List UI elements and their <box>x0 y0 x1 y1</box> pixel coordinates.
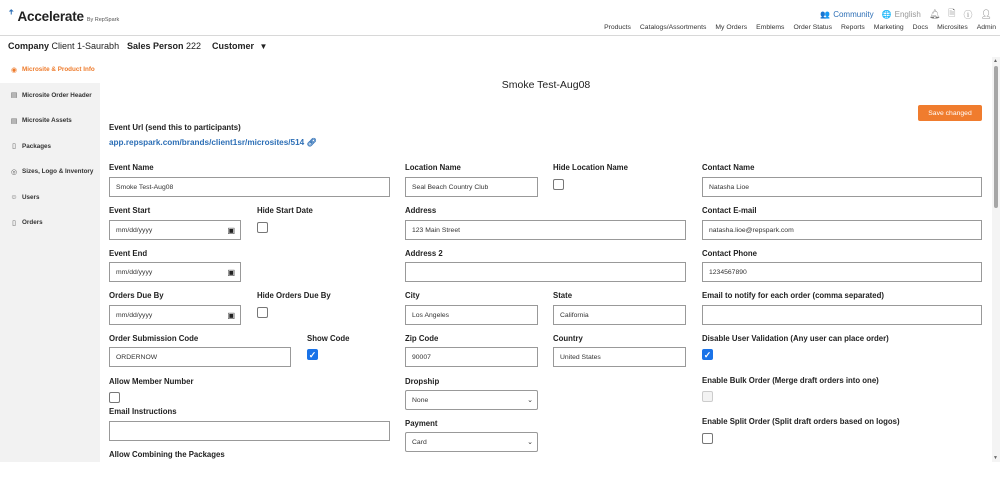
language-label: English <box>894 9 921 19</box>
sizes-icon: ◎ <box>10 168 18 176</box>
company-value: Client 1-Saurabh <box>51 41 120 51</box>
sidebar-item-label: Packages <box>22 142 52 150</box>
nav-marketing[interactable]: Marketing <box>873 24 904 31</box>
calendar-icon[interactable]: ▣ <box>227 225 235 235</box>
company-selector[interactable] <box>8 41 119 51</box>
sidebar-item-label: Sizes, Logo & Inventory <box>22 168 94 176</box>
state-label: State <box>553 291 573 300</box>
show-code-label: Show Code <box>307 334 350 343</box>
bulk-order-checkbox[interactable] <box>702 391 713 402</box>
orders-due-label: Orders Due By <box>109 291 164 300</box>
split-order-checkbox[interactable] <box>702 433 713 444</box>
event-end-input[interactable] <box>109 262 241 282</box>
orders-icon: ▯ <box>12 219 16 227</box>
notify-email-label: Email to notify for each order (comma separated) <box>702 291 884 300</box>
sidebar-item-label: Microsite & Product Info <box>22 66 95 74</box>
event-start-label: Event Start <box>109 206 151 215</box>
order-code-input[interactable]: ORDERNOW <box>109 347 291 367</box>
brand-name: Accelerate <box>17 9 84 24</box>
nav-emblems[interactable]: Emblems <box>756 24 785 31</box>
event-url-link[interactable] <box>109 138 317 148</box>
logo-mark-icon: ꜛ <box>8 9 15 24</box>
member-number-label: Allow Member Number <box>109 377 194 386</box>
email-instructions-input[interactable] <box>109 421 390 441</box>
hide-location-label: Hide Location Name <box>553 163 628 172</box>
customer-selector[interactable] <box>212 41 267 51</box>
link-icon: 🔗︎ <box>306 138 317 147</box>
address-label: Address <box>405 206 437 215</box>
community-icon: 👥 <box>820 9 831 19</box>
sidebar-item-sizes[interactable] <box>0 159 100 185</box>
nav-microsites[interactable]: Microsites <box>937 24 968 31</box>
nav-order-status[interactable]: Order Status <box>793 24 832 31</box>
payment-label: Payment <box>405 419 438 428</box>
salesperson-selector[interactable] <box>127 41 201 51</box>
info-icon: ◉ <box>10 66 18 74</box>
sidebar-item-label: Microsite Order Header <box>22 91 92 99</box>
user-icon[interactable]: 👤︎ <box>980 8 992 19</box>
event-name-label: Event Name <box>109 163 154 172</box>
chevron-down-icon: ⌄ <box>527 439 533 446</box>
sidebar-item-label: Orders <box>22 219 43 227</box>
sidebar-item-product-info[interactable] <box>0 57 100 83</box>
utility-bar <box>820 6 992 22</box>
header-icon: ▤ <box>10 92 18 100</box>
member-number-checkbox[interactable] <box>109 392 120 403</box>
bottom-edge <box>0 462 1000 478</box>
calendar-icon[interactable]: ▣ <box>227 310 235 320</box>
page-title: Smoke Test-Aug08 <box>501 79 591 91</box>
sidebar-item-label: Users <box>22 193 40 201</box>
sidebar-item-label: Microsite Assets <box>22 117 72 125</box>
assets-icon: ▤ <box>10 117 18 125</box>
address-input[interactable]: 123 Main Street <box>405 220 686 240</box>
sidebar-item-users[interactable] <box>0 185 100 211</box>
community-link[interactable] <box>820 10 873 19</box>
save-button[interactable]: Save changed <box>918 105 982 121</box>
nav-admin[interactable]: Admin <box>976 24 996 31</box>
help-icon[interactable]: ⓘ <box>963 9 973 20</box>
main-content <box>100 57 992 478</box>
order-code-label: Order Submission Code <box>109 334 199 343</box>
event-end-label: Event End <box>109 249 148 258</box>
location-name-label: Location Name <box>405 163 461 172</box>
globe-icon: 🌐 <box>881 9 892 19</box>
company-label: Company <box>8 41 50 51</box>
show-code-checkbox[interactable]: ✓ <box>308 350 317 360</box>
sidebar <box>0 57 100 478</box>
sidebar-item-order-header[interactable] <box>0 83 100 109</box>
context-bar <box>0 38 1000 56</box>
city-label: City <box>405 291 420 300</box>
customer-label: Customer <box>212 41 255 51</box>
contact-name-input[interactable]: Natasha Lioe <box>702 177 982 197</box>
disable-validation-label: Disable User Validation (Any user can place order) <box>702 334 889 343</box>
split-order-label: Enable Split Order (Split draft orders based on logos) <box>702 417 900 426</box>
payment-select[interactable] <box>405 432 538 452</box>
community-label: Community <box>833 9 874 19</box>
disable-validation-checkbox[interactable]: ✓ <box>703 350 712 360</box>
salesperson-label: Sales Person <box>127 41 184 51</box>
chevron-down-icon: ▼ <box>259 42 268 51</box>
nav-reports[interactable]: Reports <box>840 24 865 31</box>
dropship-value: None <box>412 396 429 404</box>
hide-orders-due-checkbox[interactable] <box>257 307 268 318</box>
country-label: Country <box>553 334 583 343</box>
sidebar-item-packages[interactable] <box>0 134 100 160</box>
main-nav <box>604 24 996 31</box>
event-url-label: Event Url (send this to participants) <box>109 123 241 132</box>
contact-phone-input[interactable]: 1234567890 <box>702 262 982 282</box>
bulk-order-label: Enable Bulk Order (Merge draft orders into one) <box>702 376 879 385</box>
hide-start-date-label: Hide Start Date <box>257 206 313 215</box>
address2-input[interactable] <box>405 262 686 282</box>
vertical-scrollbar[interactable] <box>992 57 1000 462</box>
payment-value: Card <box>412 438 427 446</box>
dropship-select[interactable] <box>405 390 538 410</box>
hide-orders-due-label: Hide Orders Due By <box>257 291 331 300</box>
calendar-icon[interactable]: ▣ <box>227 267 235 277</box>
sidebar-item-orders[interactable] <box>0 210 100 236</box>
package-icon: ▯ <box>12 143 16 151</box>
brand-by: By RepSpark <box>86 17 120 23</box>
dropship-label: Dropship <box>405 377 440 386</box>
event-url-text: app.repspark.com/brands/client1sr/microsites/514 <box>109 138 305 147</box>
contact-phone-label: Contact Phone <box>702 249 758 258</box>
nav-docs[interactable]: Docs <box>912 24 929 31</box>
hide-start-date-checkbox[interactable] <box>257 222 268 233</box>
orders-due-value: mm/dd/yyyy <box>116 311 153 319</box>
event-name-input[interactable]: Smoke Test-Aug08 <box>109 177 390 197</box>
address2-label: Address 2 <box>405 249 443 258</box>
event-end-value: mm/dd/yyyy <box>116 268 153 276</box>
language-selector[interactable] <box>882 10 921 19</box>
salesperson-value: 222 <box>186 41 202 51</box>
allow-combining-label: Allow Combining the Packages <box>109 450 225 459</box>
contact-email-label: Contact E-mail <box>702 206 757 215</box>
nav-products[interactable]: Products <box>604 24 631 31</box>
top-header <box>0 0 1000 36</box>
event-start-input[interactable] <box>109 220 241 240</box>
nav-my-orders[interactable]: My Orders <box>715 24 748 31</box>
document-icon[interactable]: 🗎 <box>948 8 956 18</box>
sidebar-item-assets[interactable] <box>0 108 100 134</box>
scroll-down-icon[interactable]: ▼ <box>993 455 998 461</box>
orders-due-input[interactable] <box>109 305 241 325</box>
contact-email-input[interactable]: natasha.lioe@repspark.com <box>702 220 982 240</box>
location-name-input[interactable]: Seal Beach Country Club <box>405 177 538 197</box>
city-input[interactable]: Los Angeles <box>405 305 538 325</box>
nav-catalogs[interactable]: Catalogs/Assortments <box>639 24 707 31</box>
state-input[interactable]: California <box>553 305 686 325</box>
event-start-value: mm/dd/yyyy <box>116 226 153 234</box>
contact-name-label: Contact Name <box>702 163 755 172</box>
brand-logo[interactable] <box>8 9 119 24</box>
zip-label: Zip Code <box>405 334 439 343</box>
scroll-up-icon[interactable]: ▲ <box>993 58 998 64</box>
hide-location-checkbox[interactable] <box>553 179 564 190</box>
country-input[interactable]: United States <box>553 347 686 367</box>
chevron-down-icon: ⌄ <box>527 397 533 404</box>
scrollbar-thumb[interactable] <box>994 66 998 208</box>
notify-email-input[interactable] <box>702 305 982 325</box>
email-instructions-label: Email Instructions <box>109 407 177 416</box>
users-icon: ☺ <box>10 193 18 201</box>
zip-input[interactable]: 90007 <box>405 347 538 367</box>
bell-icon[interactable]: 🔔︎ <box>928 8 941 19</box>
